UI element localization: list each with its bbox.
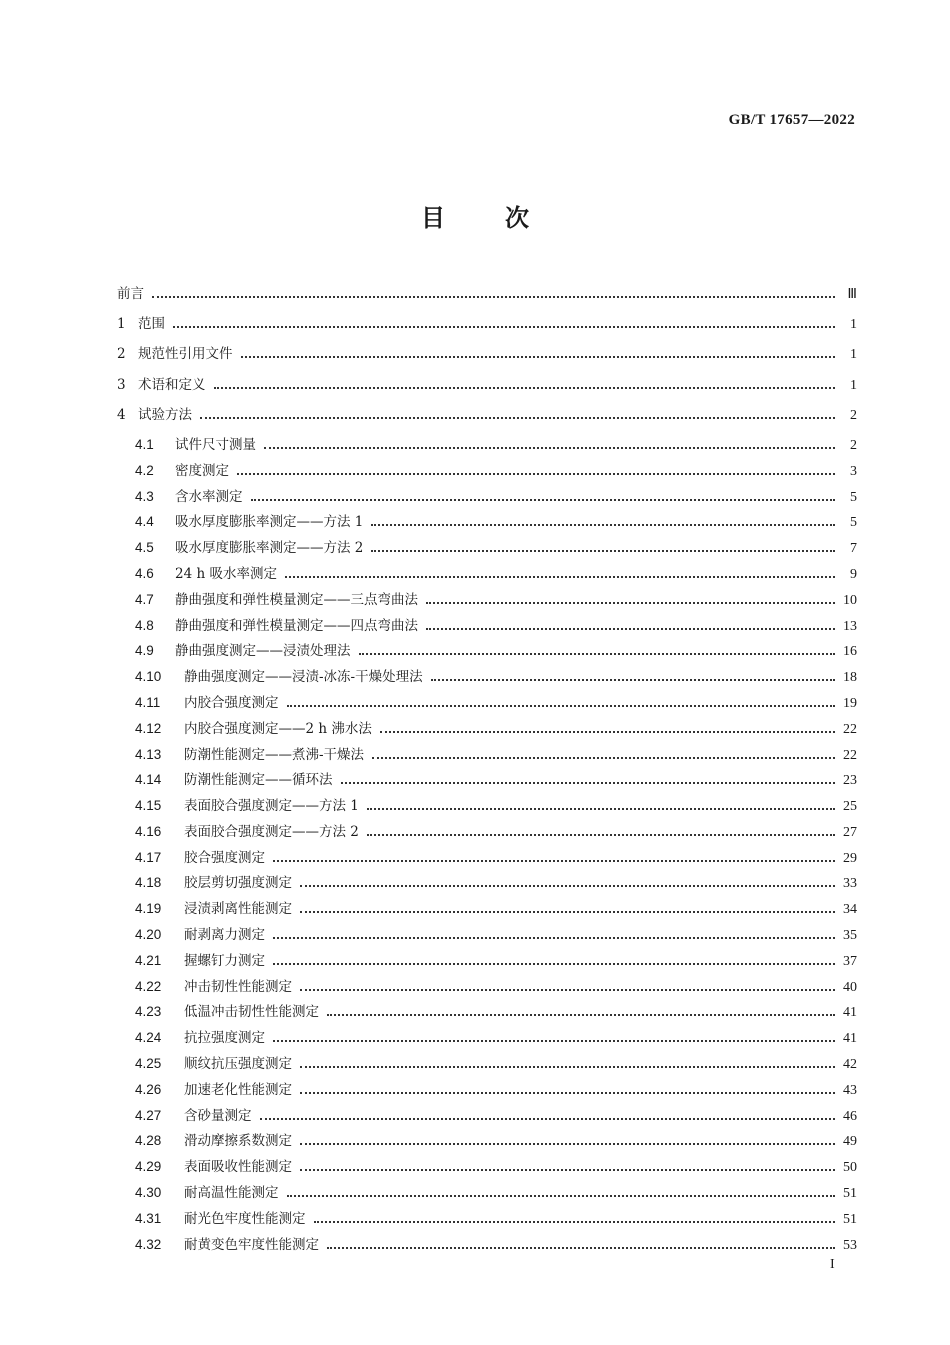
toc-entry-number: 4.6 <box>135 565 154 581</box>
toc-entry[interactable] <box>117 846 857 872</box>
toc-entry-title: 胶合强度测定 <box>184 849 265 866</box>
toc-entry[interactable] <box>117 536 857 562</box>
toc-entry-page: 13 <box>843 618 857 634</box>
toc-entry[interactable] <box>117 403 857 433</box>
toc-entry-number: 4.5 <box>135 540 154 556</box>
toc-entry-title: 防潮性能测定——循环法 <box>184 772 333 789</box>
toc-entry[interactable] <box>117 768 857 794</box>
dot-leader <box>214 386 836 389</box>
dot-leader <box>152 295 835 298</box>
toc-entry[interactable] <box>117 614 857 640</box>
toc-entry-title: 顺纹抗压强度测定 <box>184 1056 292 1073</box>
toc-entry-number: 4.15 <box>135 798 162 814</box>
toc-entry-number: 4.32 <box>135 1236 162 1252</box>
toc-entry[interactable] <box>117 459 857 485</box>
toc-entry[interactable] <box>117 1000 857 1026</box>
dot-leader <box>300 988 835 991</box>
toc-entry-title: 表面胶合强度测定——方法 2 <box>184 823 359 840</box>
toc-entry-number: 4.23 <box>135 1004 162 1020</box>
toc-entry[interactable] <box>117 562 857 588</box>
toc-entry[interactable] <box>117 639 857 665</box>
toc-entry-page: 51 <box>843 1186 857 1202</box>
toc-entry-number: 4.2 <box>135 462 154 478</box>
toc-entry[interactable] <box>117 743 857 769</box>
toc-entry-page: 51 <box>843 1211 857 1227</box>
toc-entry-number: 4.8 <box>135 617 154 633</box>
toc-entry-number: 4.30 <box>135 1185 162 1201</box>
toc-entry-page: 2 <box>850 407 857 423</box>
toc-entry[interactable] <box>117 897 857 923</box>
dot-leader <box>260 1117 836 1120</box>
dot-leader <box>273 962 835 965</box>
toc-entry-page: 10 <box>843 592 857 608</box>
toc-entry-number: 4.24 <box>135 1030 162 1046</box>
toc-entry[interactable] <box>117 1129 857 1155</box>
toc-entry-title: 试件尺寸测量 <box>175 436 256 453</box>
toc-entry[interactable] <box>117 588 857 614</box>
dot-leader <box>426 601 835 604</box>
toc-entry[interactable] <box>117 949 857 975</box>
toc-entry-number: 4.26 <box>135 1081 162 1097</box>
toc-entry[interactable] <box>117 975 857 1001</box>
page-title: 目次 <box>421 203 589 232</box>
toc-entry[interactable] <box>117 1207 857 1233</box>
dot-leader <box>300 910 835 913</box>
toc-entry-number: 3 <box>117 376 126 393</box>
dot-leader <box>372 756 835 759</box>
toc-entry[interactable] <box>117 1078 857 1104</box>
dot-leader <box>273 859 835 862</box>
toc-entry-page: 42 <box>843 1057 857 1073</box>
toc-entry-number: 2 <box>117 346 126 363</box>
toc-entry-page: 3 <box>850 463 857 479</box>
dot-leader <box>200 416 835 419</box>
toc-entry-number: 4.13 <box>135 746 162 762</box>
toc-entry[interactable] <box>117 510 857 536</box>
dot-leader <box>371 549 835 552</box>
toc-entry-title: 胶层剪切强度测定 <box>184 875 292 892</box>
toc-entry-title: 前言 <box>117 286 144 302</box>
toc-entry-title: 低温冲击韧性性能测定 <box>184 1004 319 1021</box>
toc-entry-title: 表面吸收性能测定 <box>184 1159 292 1176</box>
toc-entry-number: 4.4 <box>135 514 154 530</box>
dot-leader <box>287 704 836 707</box>
toc-entry-page: 22 <box>843 721 857 737</box>
toc-entry[interactable] <box>117 433 857 459</box>
toc-entry-title: 耐黄变色牢度性能测定 <box>184 1236 319 1253</box>
toc-entry-title: 静曲强度测定——浸渍-冰冻-干燥处理法 <box>184 669 423 686</box>
toc-entry-title: 范围 <box>138 316 165 333</box>
dot-leader <box>287 1194 836 1197</box>
dot-leader <box>273 936 835 939</box>
toc-entry-page: 16 <box>843 644 857 660</box>
toc-entry-page: 25 <box>843 799 857 815</box>
toc-entry-number: 4 <box>117 406 126 423</box>
toc-entry-number: 4.14 <box>135 772 162 788</box>
toc-entry-number: 4.25 <box>135 1056 162 1072</box>
toc-entry[interactable] <box>117 342 857 372</box>
dot-leader <box>285 575 835 578</box>
toc-entry-number: 4.7 <box>135 591 154 607</box>
dot-leader <box>359 652 836 655</box>
dot-leader <box>431 678 835 681</box>
toc-entry-number: 4.10 <box>135 669 162 685</box>
toc-entry-title: 吸水厚度膨胀率测定——方法 2 <box>175 540 364 557</box>
toc-entry[interactable] <box>117 1155 857 1181</box>
toc-entry-number: 4.21 <box>135 952 162 968</box>
dot-leader <box>371 523 835 526</box>
toc-entry-page: 7 <box>850 541 857 557</box>
toc-entry-title: 冲击韧性性能测定 <box>184 978 292 995</box>
dot-leader <box>327 1013 835 1016</box>
toc-entry-title: 静曲强度测定——浸渍处理法 <box>175 643 351 660</box>
toc-entry-title: 术语和定义 <box>138 376 206 393</box>
toc-entry-number: 4.1 <box>135 436 154 452</box>
toc-entry-page: 1 <box>850 377 857 393</box>
toc-entry[interactable] <box>117 820 857 846</box>
toc-entry-page: 1 <box>850 347 857 363</box>
toc-entry-page: 18 <box>843 670 857 686</box>
toc-entry[interactable] <box>117 1233 857 1259</box>
toc-entry-page: 9 <box>850 566 857 582</box>
toc-entry-page: 33 <box>843 876 857 892</box>
dot-leader <box>426 627 835 630</box>
toc-entry-title: 耐光色牢度性能测定 <box>184 1210 306 1227</box>
toc-entry-page: 35 <box>843 928 857 944</box>
toc-entry-number: 4.12 <box>135 720 162 736</box>
dot-leader <box>273 1039 835 1042</box>
toc-entry-page: 34 <box>843 902 857 918</box>
toc-entry-title: 试验方法 <box>138 406 192 423</box>
toc-entry-title: 24 h 吸水率测定 <box>175 565 277 582</box>
dot-leader <box>367 807 835 810</box>
toc-entry[interactable] <box>117 691 857 717</box>
toc-entry-page: 5 <box>850 489 857 505</box>
dot-leader <box>264 446 835 449</box>
toc-entry-page: 40 <box>843 979 857 995</box>
dot-leader <box>241 355 836 358</box>
dot-leader <box>300 1091 835 1094</box>
dot-leader <box>173 325 835 328</box>
toc-entry[interactable] <box>117 1026 857 1052</box>
toc-entry[interactable] <box>117 373 857 403</box>
toc-entry-page: 46 <box>843 1108 857 1124</box>
toc-entry-page: 50 <box>843 1160 857 1176</box>
toc-entry-number: 4.16 <box>135 823 162 839</box>
toc-entry-page: 41 <box>843 1005 857 1021</box>
toc-entry-number: 4.22 <box>135 978 162 994</box>
toc-entry-title: 规范性引用文件 <box>138 346 233 363</box>
toc-entry-title: 密度测定 <box>175 462 229 479</box>
toc-entry-page: 27 <box>843 824 857 840</box>
dot-leader <box>300 884 835 887</box>
toc-entry-page: 19 <box>843 695 857 711</box>
toc-entry-page: 23 <box>843 773 857 789</box>
toc-entry-title: 握螺钉力测定 <box>184 952 265 969</box>
toc-entry-title: 表面胶合强度测定——方法 1 <box>184 798 359 815</box>
toc-entry-number: 4.3 <box>135 488 154 504</box>
toc-entry[interactable] <box>117 717 857 743</box>
toc-entry[interactable] <box>117 1181 857 1207</box>
toc-entry-number: 4.17 <box>135 849 162 865</box>
toc-entry-page: Ⅲ <box>847 287 857 302</box>
toc-entry[interactable] <box>117 282 857 312</box>
toc-entry-title: 滑动摩擦系数测定 <box>184 1133 292 1150</box>
toc-entry-number: 4.18 <box>135 875 162 891</box>
toc-entry[interactable] <box>117 1104 857 1130</box>
toc-entry[interactable] <box>117 665 857 691</box>
toc-entry-title: 内胶合强度测定——2 h 沸水法 <box>184 720 372 737</box>
table-of-contents <box>117 282 857 1258</box>
toc-entry-number: 4.11 <box>135 694 161 710</box>
dot-leader <box>300 1168 835 1171</box>
toc-entry-number: 4.27 <box>135 1107 162 1123</box>
dot-leader <box>300 1142 835 1145</box>
toc-entry-title: 含水率测定 <box>175 488 243 505</box>
toc-entry-title: 静曲强度和弹性模量测定——三点弯曲法 <box>175 591 418 608</box>
toc-entry-number: 4.31 <box>135 1210 162 1226</box>
toc-entry-title: 加速老化性能测定 <box>184 1081 292 1098</box>
toc-entry-number: 4.28 <box>135 1133 162 1149</box>
toc-entry[interactable] <box>117 312 857 342</box>
toc-entry-page: 22 <box>843 747 857 763</box>
toc-entry-title: 耐高温性能测定 <box>184 1185 279 1202</box>
toc-entry-page: 5 <box>850 515 857 531</box>
toc-entry[interactable] <box>117 485 857 511</box>
toc-entry-page: 53 <box>843 1237 857 1253</box>
toc-entry-number: 4.20 <box>135 927 162 943</box>
toc-entry-title: 抗拉强度测定 <box>184 1030 265 1047</box>
toc-entry-number: 1 <box>117 316 126 333</box>
dot-leader <box>314 1220 836 1223</box>
toc-entry-title: 浸渍剥离性能测定 <box>184 901 292 918</box>
toc-entry[interactable] <box>117 794 857 820</box>
dot-leader <box>251 498 836 501</box>
dot-leader <box>300 1065 835 1068</box>
standard-code: GB/T 17657—2022 <box>728 112 855 128</box>
toc-entry-page: 49 <box>843 1134 857 1150</box>
toc-entry[interactable] <box>117 923 857 949</box>
toc-entry-page: 29 <box>843 850 857 866</box>
toc-entry[interactable] <box>117 1052 857 1078</box>
toc-entry-title: 含砂量测定 <box>184 1107 252 1124</box>
toc-entry-page: 1 <box>850 317 857 333</box>
toc-entry-title: 静曲强度和弹性模量测定——四点弯曲法 <box>175 617 418 634</box>
toc-entry[interactable] <box>117 871 857 897</box>
toc-entry-page: 37 <box>843 953 857 969</box>
toc-entry-page: 41 <box>843 1031 857 1047</box>
toc-entry-number: 4.9 <box>135 643 154 659</box>
dot-leader <box>237 472 835 475</box>
page-number: I <box>830 1257 835 1272</box>
toc-entry-title: 防潮性能测定——煮沸-干燥法 <box>184 746 365 763</box>
dot-leader <box>327 1246 835 1249</box>
toc-entry-title: 内胶合强度测定 <box>184 694 279 711</box>
toc-entry-title: 耐剥离力测定 <box>184 927 265 944</box>
toc-entry-page: 2 <box>850 437 857 453</box>
dot-leader <box>367 833 835 836</box>
dot-leader <box>380 730 835 733</box>
toc-entry-number: 4.29 <box>135 1159 162 1175</box>
dot-leader <box>341 781 836 784</box>
toc-entry-page: 43 <box>843 1082 857 1098</box>
toc-entry-number: 4.19 <box>135 901 162 917</box>
toc-entry-title: 吸水厚度膨胀率测定——方法 1 <box>175 514 364 531</box>
